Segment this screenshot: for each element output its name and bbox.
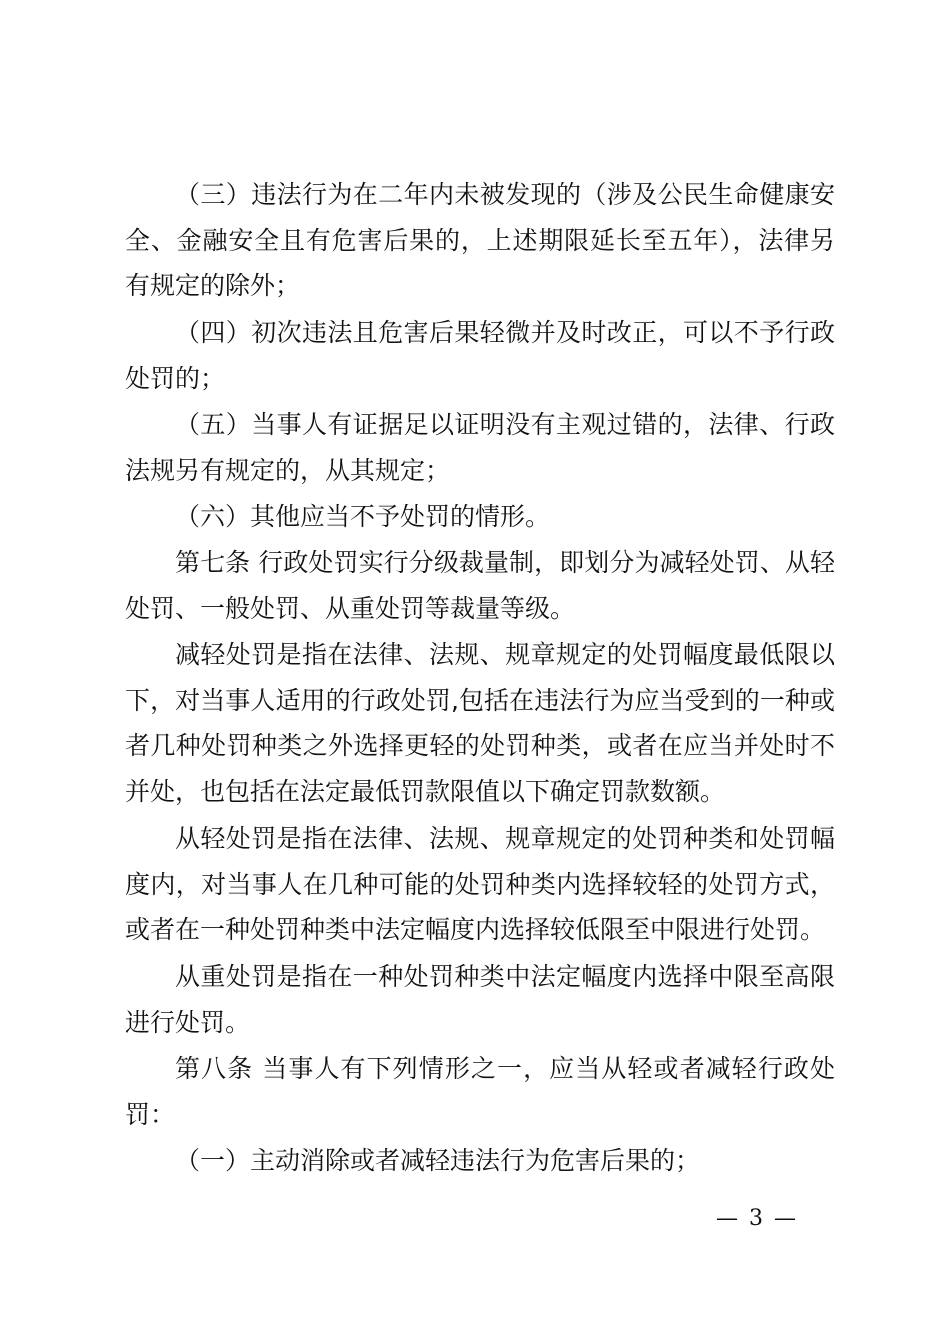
- paragraph-article-8: 第八条 当事人有下列情形之一，应当从轻或者减轻行政处罚：: [125, 1054, 835, 1129]
- paragraph-item-5: （五）当事人有证据足以证明没有主观过错的，法律、行政法规另有规定的，从其规定；: [125, 410, 835, 485]
- paragraph-heavier-penalty: 从重处罚是指在一种处罚种类中法定幅度内选择中限至高限进行处罚。: [125, 962, 835, 1037]
- paragraph-item-6: （六）其他应当不予处罚的情形。: [175, 502, 551, 531]
- paragraph-mitigated-penalty: 减轻处罚是指在法律、法规、规章规定的处罚幅度最低限以下，对当事人适用的行政处罚,包括在违法行为应当受到的一种或者几种处罚种类之外选择更轻的处罚种类，或者在应当并处时不并处，也包括在法定最低罚款限值以下确定罚款数额。: [125, 640, 835, 807]
- paragraph-item-4: （四）初次违法且危害后果轻微并及时改正，可以不予行政处罚的；: [125, 318, 835, 393]
- paragraph-lighter-penalty: 从轻处罚是指在法律、法规、规章规定的处罚种类和处罚幅度内，对当事人在几种可能的处罚种类内选择较轻的处罚方式，或者在一种处罚种类中法定幅度内选择较低限至中限进行处罚。: [125, 824, 835, 945]
- paragraph-item-1: （一）主动消除或者减轻违法行为危害后果的；: [175, 1146, 701, 1175]
- paragraph-article-7: 第七条 行政处罚实行分级裁量制，即划分为减轻处罚、从轻处罚、一般处罚、从重处罚等裁量等级。: [125, 548, 835, 623]
- page-number: — 3 —: [716, 1206, 798, 1231]
- paragraph-item-3: （三）违法行为在二年内未被发现的（涉及公民生命健康安全、金融安全且有危害后果的，上述期限延长至五年），法律另有规定的除外；: [125, 180, 835, 301]
